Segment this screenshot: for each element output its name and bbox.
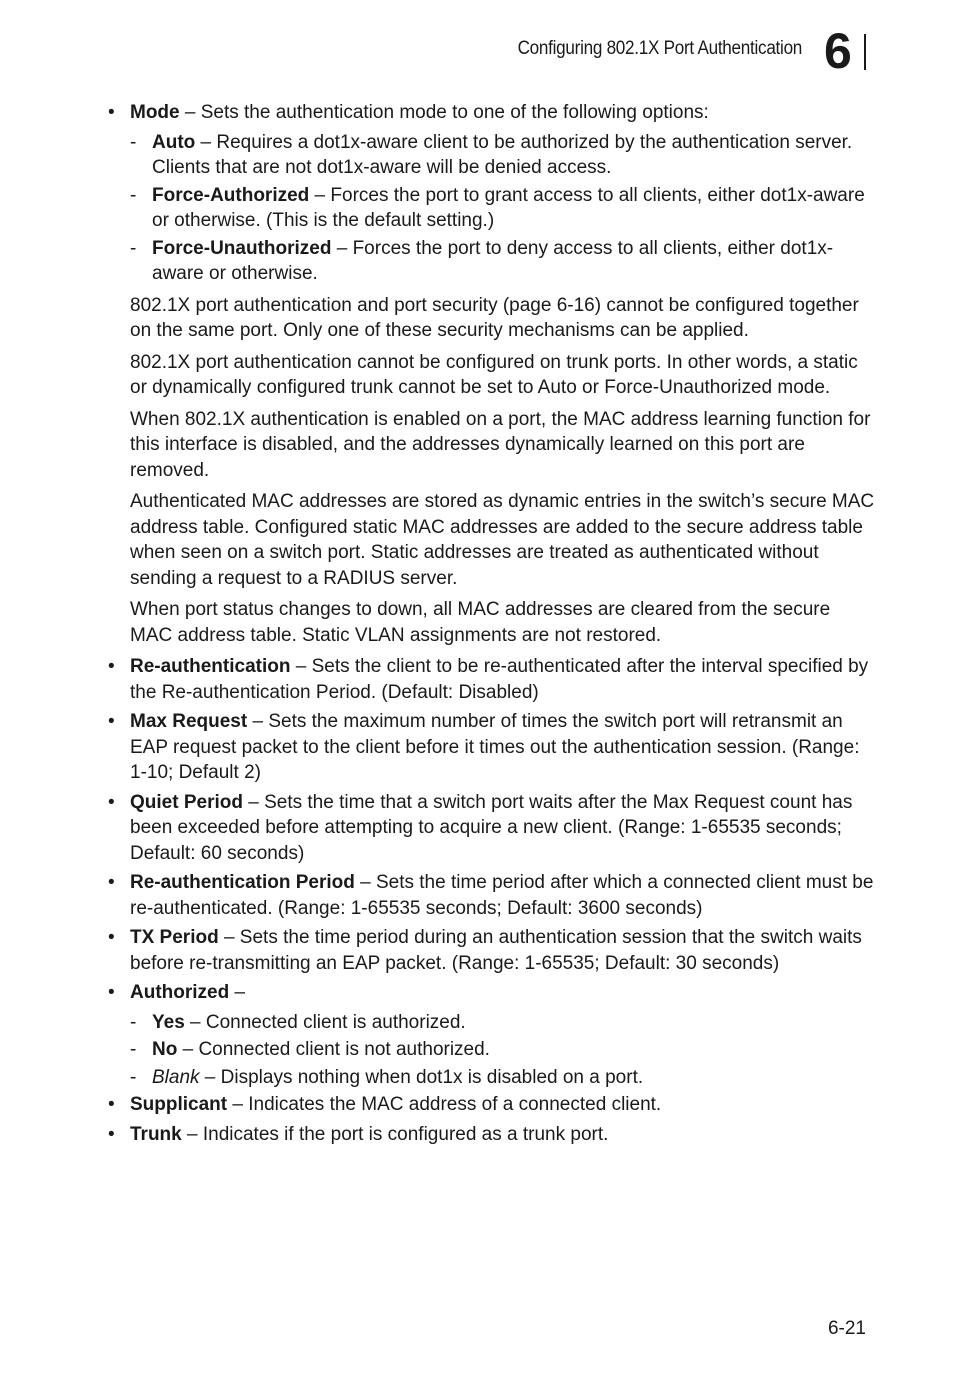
sub-item-blank: - Blank – Displays nothing when dot1x is disabled on a port. — [130, 1066, 644, 1088]
description: – Sets the time period during an authentication session that the switch waits before re-transmitting an EAP packet. (Range: 1-65535; Default: 30 seconds) — [130, 927, 862, 974]
term: TX Period — [130, 927, 219, 948]
term: No — [152, 1039, 178, 1060]
description: – Connected client is not authorized. — [177, 1039, 490, 1060]
description: – Indicates the MAC address of a connected client. — [227, 1094, 662, 1115]
description: – Forces the port to deny access to all clients, either dot1x-aware or otherwise. — [152, 237, 834, 284]
list-item-trunk — [108, 1122, 876, 1148]
term: Mode — [130, 102, 180, 123]
term: Re-authentication — [130, 656, 291, 677]
term: Max Request — [130, 711, 248, 732]
chapter-number: 6 — [824, 23, 852, 79]
header-title: Configuring 802.1X Port Authentication — [517, 38, 802, 59]
term: Auto — [152, 131, 196, 153]
sub-item-force-authorized: - Force-Authorized – Forces the port to grant access to all clients, either dot1x-aware or otherwise. (This is the default setting.) — [130, 184, 865, 231]
note-paragraph: 802.1X port authentication and port security (page 6-16) cannot be configured together on the same port. Only one of these security mechanisms can be applied. — [130, 294, 859, 341]
note-paragraph: 802.1X port authentication cannot be configured on trunk ports. In other words, a static or dynamically configured trunk cannot be set to Auto or Force-Unauthorized mode. — [130, 351, 858, 398]
term: Authorized — [130, 982, 230, 1003]
list-item-re-authentication — [108, 654, 876, 705]
term: Re-authentication Period — [130, 872, 355, 893]
term: Force-Authorized — [152, 184, 310, 206]
note-paragraph: Authenticated MAC addresses are stored as dynamic entries in the switch’s secure MAC address table. Configured static MAC addresses are added to the secure address table when seen on a switch port. Static addresses are treated as authenticated without sending a request to a RADIUS server. — [130, 491, 875, 589]
description: – Connected client is authorized. — [184, 1011, 466, 1033]
term: Blank — [152, 1066, 200, 1088]
sub-item-no: - No – Connected client is not authorized. — [130, 1039, 490, 1060]
sub-item-force-unauthorized: - Force-Unauthorized – Forces the port to deny access to all clients, either dot1x-aware or otherwise. — [130, 237, 834, 284]
description: – — [229, 982, 246, 1003]
term: Trunk — [130, 1123, 182, 1145]
list-item-mode — [108, 100, 876, 126]
description: – Sets the authentication mode to one of the following options: — [179, 102, 709, 123]
list-item-quiet-period — [108, 790, 876, 867]
description: – Forces the port to grant access to all clients, either dot1x-aware or otherwise. (This is the default setting.) — [152, 184, 865, 231]
note-paragraph: When 802.1X authentication is enabled on a port, the MAC address learning function for this interface is disabled, and the addresses dynamically learned on this port are removed. — [130, 408, 871, 481]
sub-item-yes: - Yes – Connected client is authorized. — [130, 1011, 466, 1033]
list-item-re-authentication-period — [108, 870, 876, 921]
description: – Sets the maximum number of times the switch port will retransmit an EAP request packet to the client before it times out the authentication session. (Range: 1-10; Default 2) — [130, 711, 860, 783]
note-paragraph: When port status changes to down, all MAC addresses are cleared from the secure MAC address table. Static VLAN assignments are not restored. — [130, 599, 831, 646]
description: – Sets the time period after which a connected client must be re-authenticated. (Range: 1-65535 seconds; Default: 3600 seconds) — [130, 872, 874, 919]
main-content — [108, 100, 876, 1151]
description: – Displays nothing when dot1x is disabled on a port. — [199, 1066, 644, 1088]
description: – Sets the time that a switch port waits after the Max Request count has been exceeded before attempting to acquire a new client. (Range: 1-65535 seconds; Default: 60 seconds) — [130, 791, 853, 864]
list-item-supplicant — [108, 1092, 876, 1118]
term: Supplicant — [130, 1094, 228, 1115]
list-item-tx-period — [108, 925, 876, 976]
chapter-divider — [864, 34, 866, 70]
description: – Requires a dot1x-aware client to be authorized by the authentication server. Clients that are not dot1x-aware will be denied access. — [152, 131, 853, 178]
page-number: 6-21 — [827, 1318, 866, 1339]
sub-item-auto: - Auto – Requires a dot1x-aware client to be authorized by the authentication server. Clients that are not dot1x-aware will be denied access. — [130, 131, 853, 178]
term: Force-Unauthorized — [152, 237, 332, 259]
list-item-max-request — [108, 709, 876, 786]
description: – Indicates if the port is configured as a trunk port. — [181, 1123, 609, 1145]
term: Yes — [152, 1011, 185, 1033]
list-item-authorized — [108, 980, 876, 1006]
term: Quiet Period — [130, 791, 243, 813]
description: – Sets the client to be re-authenticated after the interval specified by the Re-authentication Period. (Default: Disabled) — [130, 656, 869, 703]
